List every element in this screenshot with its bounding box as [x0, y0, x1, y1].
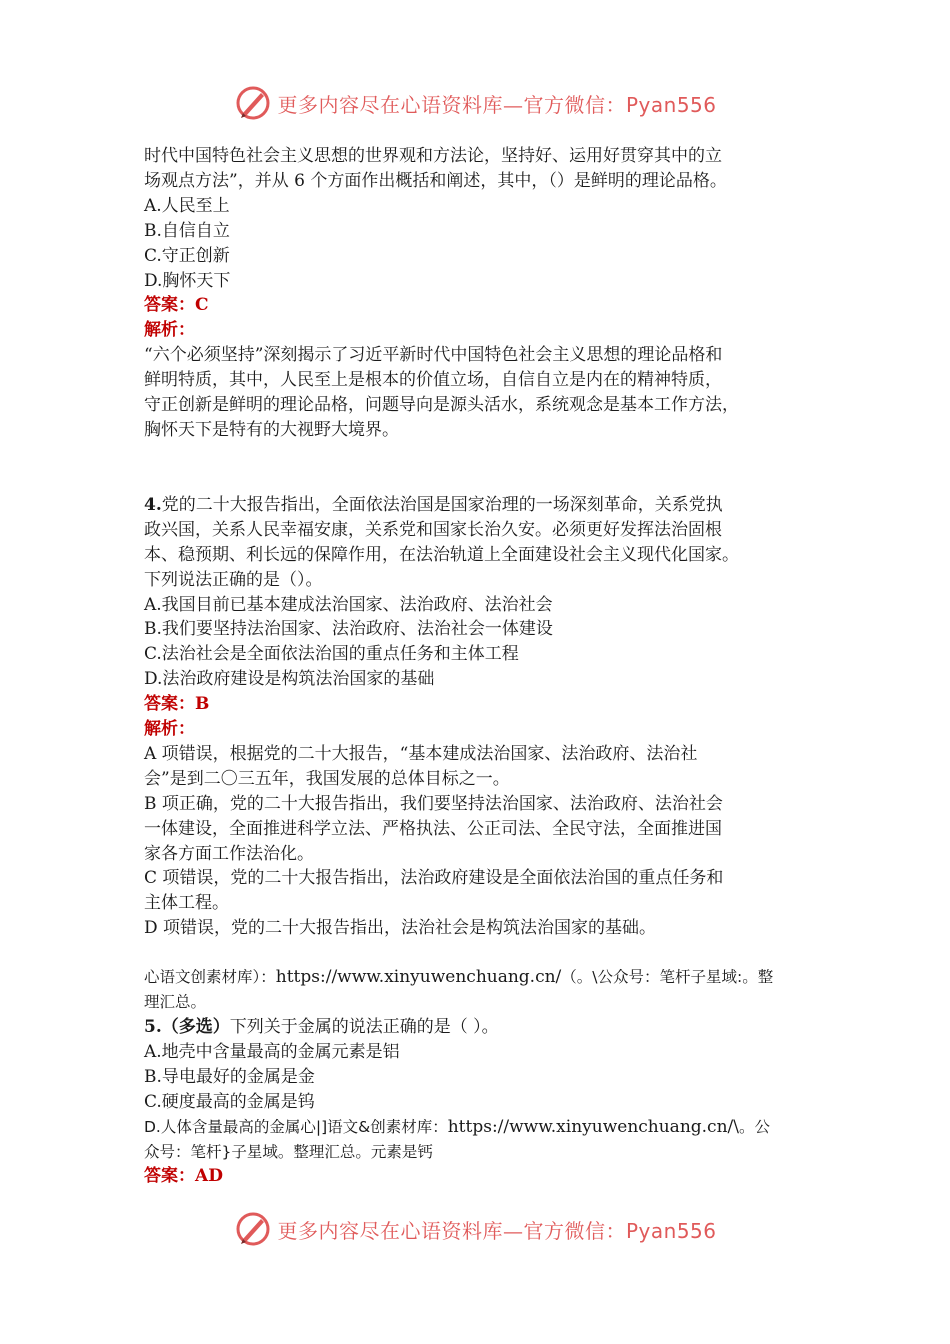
q5-option-d: D.人体含量最高的金属心|]语文&创素材库：https://www.xinyuwenchuang.cn/\。公 [144, 1116, 770, 1137]
q3-option-d: D.胸怀天下 [144, 270, 231, 291]
q5-answer: 答案：AD [144, 1166, 223, 1187]
q4-option-b: B.我们要坚持法治国家、法治政府、法治社会一体建设 [144, 619, 553, 640]
q4-option-d: D.法治政府建设是构筑法治国家的基础 [144, 669, 435, 690]
q4-analysis-line: A 项错误，根据党的二十大报告，“基本建成法治国家、法治政府、法治社 [144, 743, 698, 764]
header-banner [0, 80, 950, 126]
q3-stem-line: 场观点方法”，并从 6 个方面作出概括和阐述，其中，（）是鲜明的理论品格。 [144, 170, 727, 191]
q4-analysis-line: 一体建设，全面推进科学立法、严格执法、公正司法、全民守法，全面推进国 [144, 818, 722, 839]
q3-analysis-line: “六个必须坚持”深刻揭示了习近平新时代中国特色社会主义思想的理论品格和 [144, 345, 723, 366]
q4-analysis-label: 解析： [144, 719, 195, 740]
q4-analysis-line: 家各方面工作法治化。 [144, 843, 314, 864]
q4-analysis-line: 主体工程。 [144, 893, 229, 914]
banner-text: 更多内容尽在心语资料库—官方微信：Pyan556 [277, 92, 717, 117]
q4-option-c: C.法治社会是全面依法治国的重点任务和主体工程 [144, 644, 519, 665]
q5-option-d-line: 众号：笔杆}子星域。整理汇总。元素是钙 [144, 1142, 433, 1161]
watermark-line: 理汇总。 [144, 993, 207, 1012]
q4-option-a: A.我国目前已基本建成法治国家、法治政府、法治社会 [144, 594, 553, 615]
q4-analysis-line: C 项错误，党的二十大报告指出，法治政府建设是全面依法治国的重点任务和 [144, 868, 724, 889]
q3-option-c: C.守正创新 [144, 245, 230, 266]
q5-option-a: A.地壳中含量最高的金属元素是铝 [144, 1041, 400, 1062]
q4-stem-line: 本、稳预期、利长远的保障作用，在法治轨道上全面建设社会主义现代化国家。 [144, 544, 739, 565]
q4-stem-line: 下列说法正确的是（）。 [144, 569, 323, 590]
q5-option-c: C.硬度最高的金属是钨 [144, 1091, 315, 1112]
banner-text: 更多内容尽在心语资料库—官方微信：Pyan556 [277, 1218, 717, 1243]
q4-answer: 答案：B [144, 694, 210, 715]
q4-analysis-line: 会”是到二〇三五年，我国发展的总体目标之一。 [144, 768, 510, 789]
q5-number: 5.（多选） [144, 1017, 230, 1037]
q3-answer: 答案：C [144, 295, 209, 316]
q3-option-a: A.人民至上 [144, 195, 230, 216]
q4-number: 4. [144, 494, 162, 515]
watermark-line: 心语文创素材库）：https://www.xinyuwenchuang.cn/（。\公众号：笔杆子星域:。整 [144, 967, 774, 988]
q4-analysis-line: D 项错误，党的二十大报告指出，法治社会是构筑法治国家的基础。 [144, 918, 657, 939]
q4-analysis-line: B 项正确，党的二十大报告指出，我们要坚持法治国家、法治政府、法治社会 [144, 793, 723, 814]
q3-analysis-line: 鲜明特质，其中，人民至上是根本的价值立场，自信自立是内在的精神特质， [144, 370, 722, 391]
q3-analysis-line: 胸怀天下是特有的大视野大境界。 [144, 419, 399, 440]
pen-logo-icon [233, 1209, 273, 1249]
q3-analysis-label: 解析： [144, 320, 195, 341]
document-body [144, 144, 816, 1189]
q3-analysis-line: 守正创新是鲜明的理论品格，问题导向是源头活水，系统观念是基本工作方法， [144, 395, 739, 416]
q4-stem-line: 政兴国，关系人民幸福安康，关系党和国家长治久安。必须更好发挥法治固根 [144, 519, 722, 540]
q5-option-b: B.导电最好的金属是金 [144, 1066, 315, 1087]
q3-option-b: B.自信自立 [144, 220, 230, 241]
q4-stem-line: 4.党的二十大报告指出，全面依法治国是国家治理的一场深刻革命，关系党执 [144, 494, 723, 515]
footer-banner [0, 1206, 950, 1252]
q3-stem-line: 时代中国特色社会主义思想的世界观和方法论，坚持好、运用好贯穿其中的立 [144, 146, 722, 166]
q5-stem: 5.（多选）下列关于金属的说法正确的是（ ）。 [144, 1017, 499, 1037]
pen-logo-icon [233, 83, 273, 123]
